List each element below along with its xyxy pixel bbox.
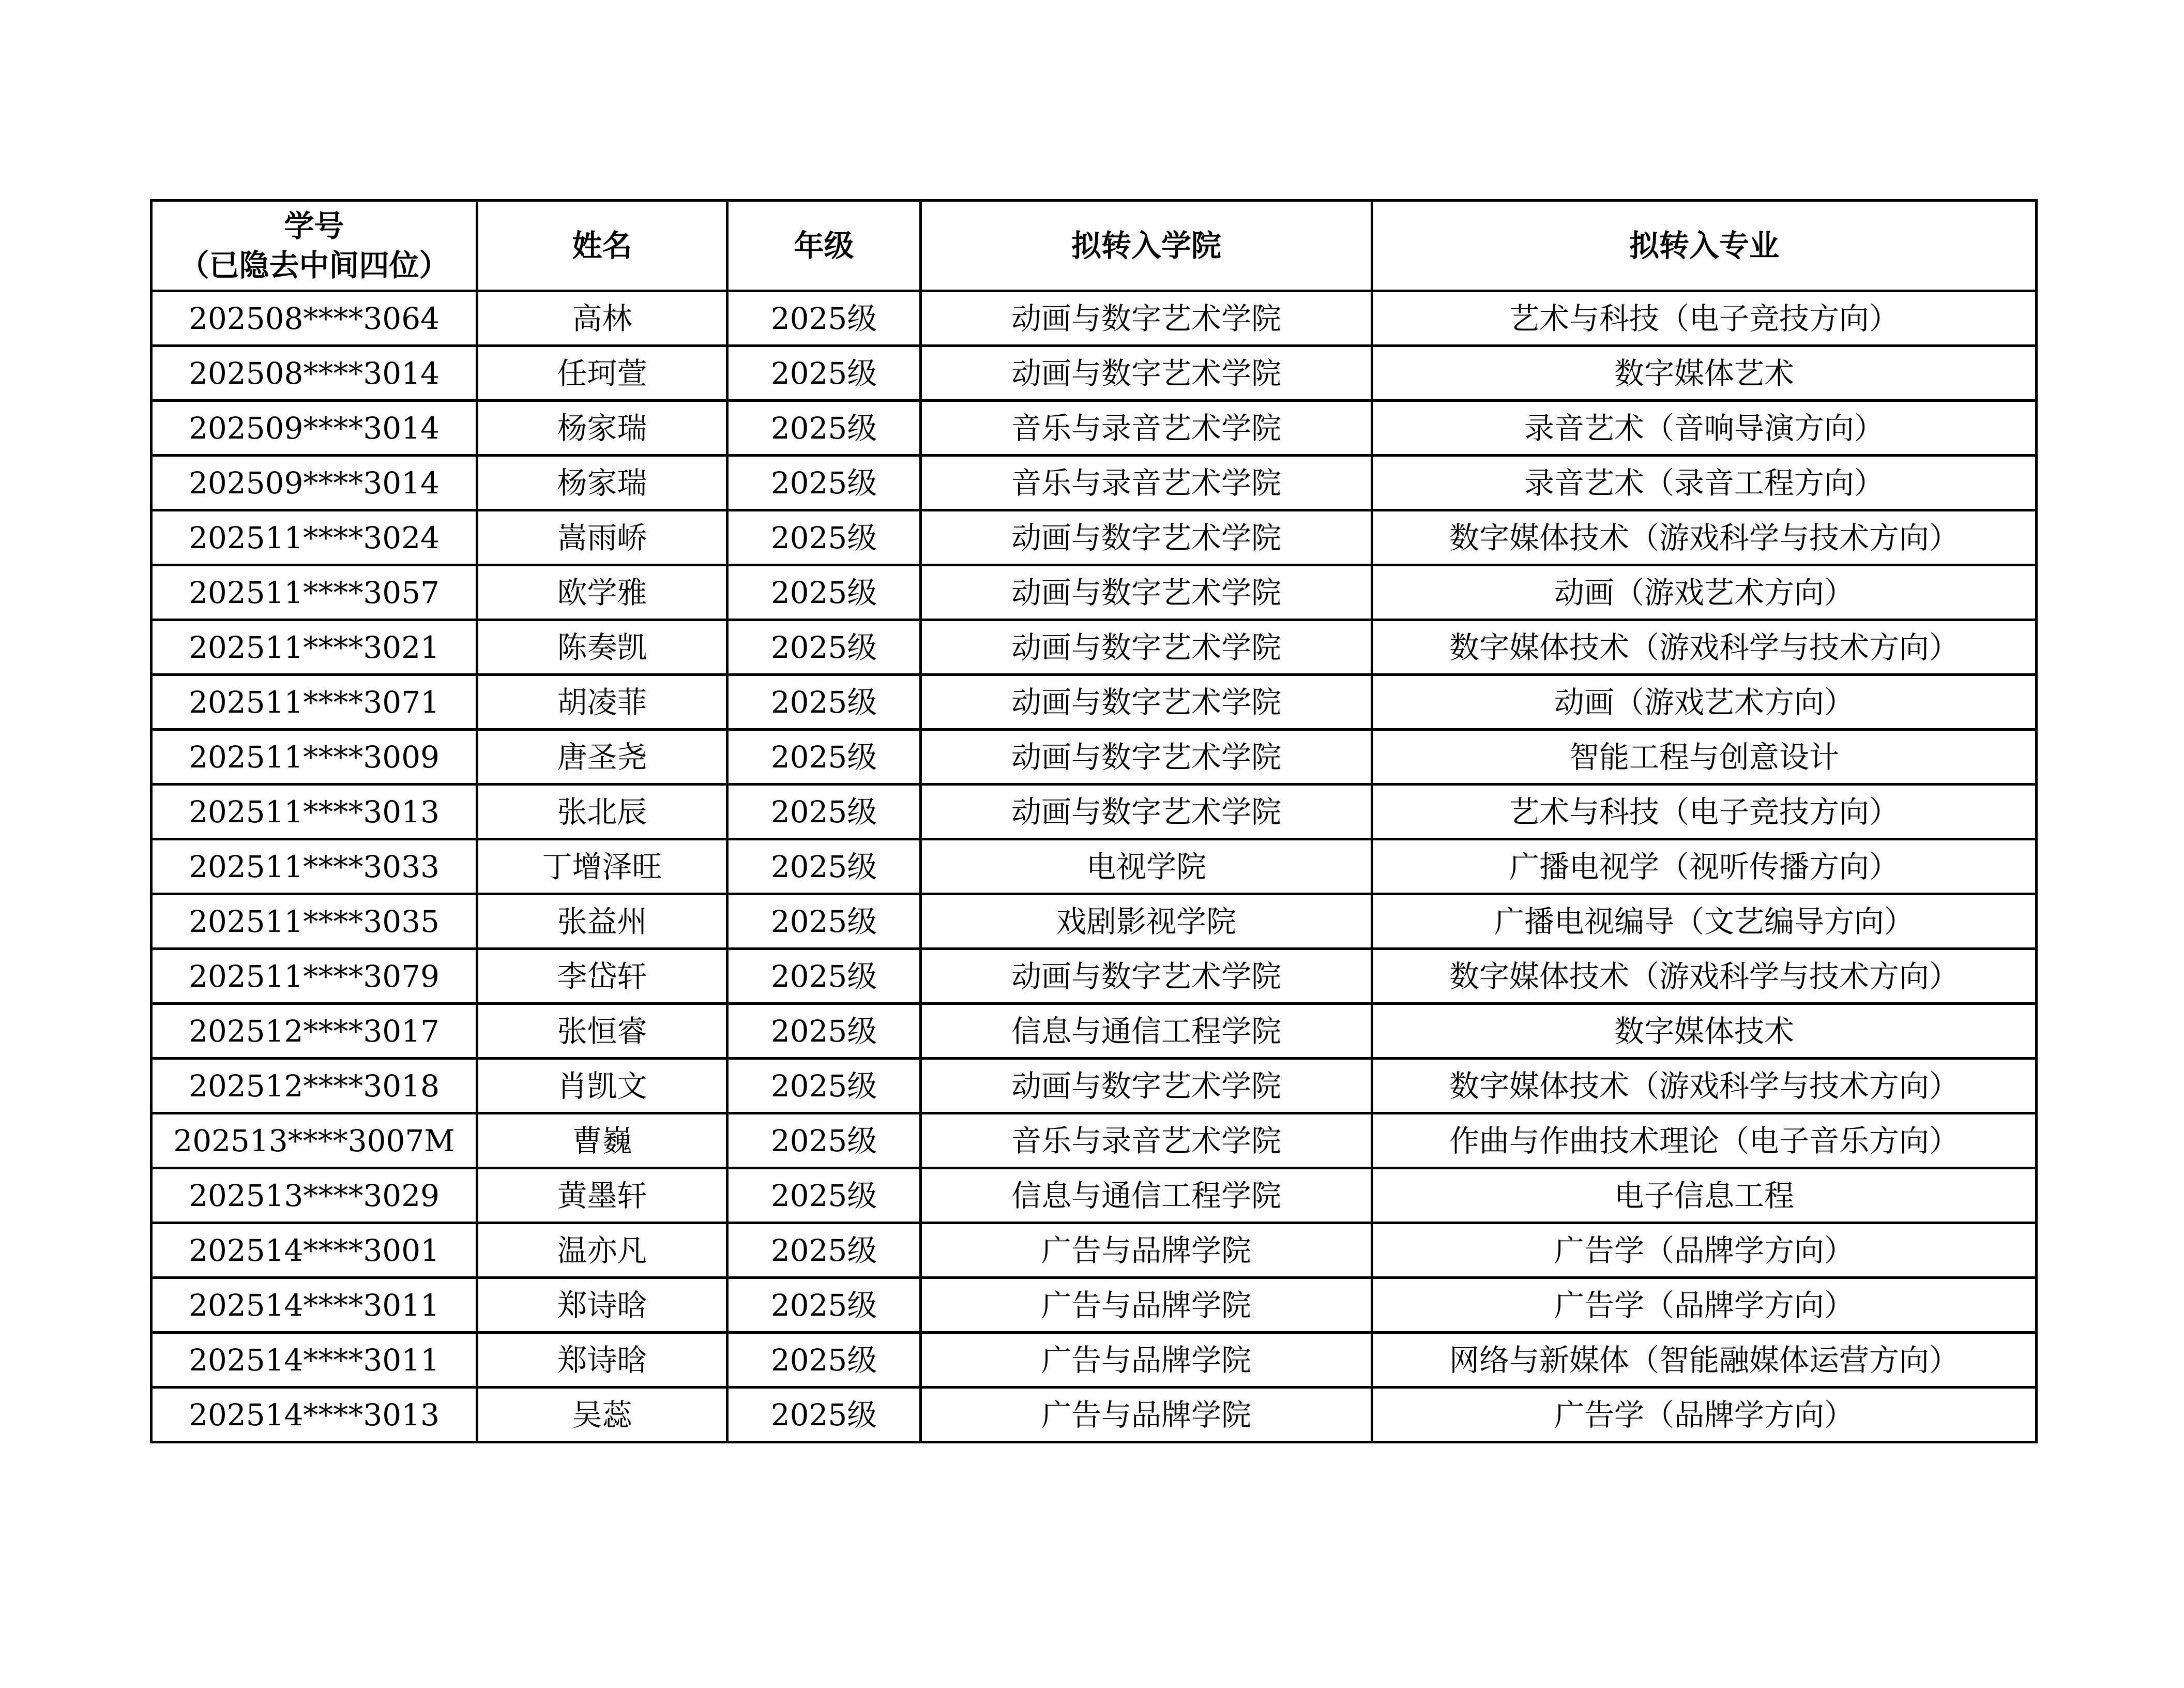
cell-name: 张益州 [477,894,727,949]
cell-target-college: 电视学院 [921,839,1372,894]
cell-student-id: 202508****3014 [151,346,477,401]
table-row [151,675,2037,730]
cell-student-id: 202511****3024 [151,510,477,565]
cell-name: 陈奏凯 [477,620,727,675]
header-student-id [151,201,477,291]
cell-name: 李岱轩 [477,949,727,1004]
cell-target-major: 广告学（品牌学方向） [1372,1223,2037,1278]
cell-student-id: 202514****3011 [151,1278,477,1333]
cell-target-college: 动画与数字艺术学院 [921,730,1372,785]
cell-grade: 2025级 [727,565,921,620]
cell-name: 杨家瑞 [477,401,727,456]
cell-name: 温亦凡 [477,1223,727,1278]
cell-target-college: 广告与品牌学院 [921,1278,1372,1333]
cell-grade: 2025级 [727,456,921,510]
cell-target-major: 动画（游戏艺术方向） [1372,565,2037,620]
cell-target-major: 录音艺术（音响导演方向） [1372,401,2037,456]
table-row [151,1113,2037,1168]
cell-name: 张恒睿 [477,1004,727,1059]
table-row [151,730,2037,785]
cell-student-id: 202511****3033 [151,839,477,894]
header-student-id-line2: （已隐去中间四位） [179,248,449,283]
table-row [151,1278,2037,1333]
cell-student-id: 202514****3001 [151,1223,477,1278]
table-row [151,785,2037,839]
table-row [151,1168,2037,1223]
cell-student-id: 202511****3079 [151,949,477,1004]
table-row [151,1333,2037,1388]
cell-grade: 2025级 [727,510,921,565]
cell-student-id: 202513****3007M [151,1113,477,1168]
table-row [151,1223,2037,1278]
cell-student-id: 202508****3064 [151,291,477,346]
cell-target-major: 数字媒体技术（游戏科学与技术方向） [1372,949,2037,1004]
cell-name: 黄墨轩 [477,1168,727,1223]
cell-target-college: 动画与数字艺术学院 [921,1059,1372,1113]
table-row [151,510,2037,565]
header-student-id-line1: 学号 [284,208,344,244]
cell-grade: 2025级 [727,1223,921,1278]
table-row [151,894,2037,949]
cell-target-major: 动画（游戏艺术方向） [1372,675,2037,730]
cell-target-college: 音乐与录音艺术学院 [921,1113,1372,1168]
header-target-major: 拟转入专业 [1372,201,2037,291]
cell-name: 郑诗晗 [477,1333,727,1388]
cell-student-id: 202511****3035 [151,894,477,949]
table-body [151,291,2037,1442]
cell-student-id: 202511****3021 [151,620,477,675]
cell-grade: 2025级 [727,675,921,730]
cell-grade: 2025级 [727,1004,921,1059]
table-row [151,456,2037,510]
cell-name: 杨家瑞 [477,456,727,510]
cell-student-id: 202511****3057 [151,565,477,620]
cell-student-id: 202514****3011 [151,1333,477,1388]
cell-target-major: 网络与新媒体（智能融媒体运营方向） [1372,1333,2037,1388]
cell-target-college: 信息与通信工程学院 [921,1168,1372,1223]
table-row [151,1059,2037,1113]
cell-grade: 2025级 [727,730,921,785]
table-row [151,839,2037,894]
cell-grade: 2025级 [727,1278,921,1333]
cell-name: 丁增泽旺 [477,839,727,894]
cell-name: 吴蕊 [477,1388,727,1442]
cell-target-major: 数字媒体技术（游戏科学与技术方向） [1372,510,2037,565]
cell-target-college: 广告与品牌学院 [921,1333,1372,1388]
cell-target-college: 动画与数字艺术学院 [921,785,1372,839]
cell-target-college: 动画与数字艺术学院 [921,510,1372,565]
cell-target-major: 广告学（品牌学方向） [1372,1388,2037,1442]
cell-target-major: 广告学（品牌学方向） [1372,1278,2037,1333]
cell-target-college: 戏剧影视学院 [921,894,1372,949]
table-row [151,1388,2037,1442]
transfer-roster-sheet [150,199,2035,1443]
cell-student-id: 202514****3013 [151,1388,477,1442]
cell-student-id: 202511****3071 [151,675,477,730]
header-target-college: 拟转入学院 [921,201,1372,291]
table-row [151,346,2037,401]
cell-grade: 2025级 [727,1333,921,1388]
table-row [151,620,2037,675]
transfer-roster-table [150,199,2038,1443]
cell-target-college: 信息与通信工程学院 [921,1004,1372,1059]
cell-grade: 2025级 [727,620,921,675]
cell-target-college: 音乐与录音艺术学院 [921,456,1372,510]
cell-name: 张北辰 [477,785,727,839]
cell-student-id: 202509****3014 [151,456,477,510]
cell-target-major: 作曲与作曲技术理论（电子音乐方向） [1372,1113,2037,1168]
cell-student-id: 202512****3017 [151,1004,477,1059]
cell-name: 唐圣尧 [477,730,727,785]
cell-target-major: 数字媒体技术 [1372,1004,2037,1059]
table-row [151,401,2037,456]
cell-target-major: 录音艺术（录音工程方向） [1372,456,2037,510]
table-row [151,565,2037,620]
header-grade: 年级 [727,201,921,291]
cell-target-college: 动画与数字艺术学院 [921,949,1372,1004]
cell-grade: 2025级 [727,1113,921,1168]
table-row [151,291,2037,346]
cell-grade: 2025级 [727,785,921,839]
cell-grade: 2025级 [727,949,921,1004]
table-row [151,1004,2037,1059]
header-row [151,201,2037,291]
cell-name: 嵩雨峤 [477,510,727,565]
cell-target-major: 电子信息工程 [1372,1168,2037,1223]
cell-target-college: 动画与数字艺术学院 [921,346,1372,401]
cell-grade: 2025级 [727,839,921,894]
cell-name: 曹巍 [477,1113,727,1168]
cell-target-college: 动画与数字艺术学院 [921,675,1372,730]
cell-grade: 2025级 [727,1168,921,1223]
cell-target-major: 智能工程与创意设计 [1372,730,2037,785]
cell-target-college: 广告与品牌学院 [921,1388,1372,1442]
cell-name: 高林 [477,291,727,346]
cell-name: 郑诗晗 [477,1278,727,1333]
cell-target-major: 数字媒体技术（游戏科学与技术方向） [1372,1059,2037,1113]
cell-name: 欧学雅 [477,565,727,620]
cell-target-college: 音乐与录音艺术学院 [921,401,1372,456]
cell-target-major: 数字媒体艺术 [1372,346,2037,401]
table-row [151,949,2037,1004]
cell-grade: 2025级 [727,1388,921,1442]
cell-target-major: 广播电视学（视听传播方向） [1372,839,2037,894]
cell-student-id: 202511****3009 [151,730,477,785]
cell-grade: 2025级 [727,401,921,456]
cell-grade: 2025级 [727,346,921,401]
cell-target-major: 广播电视编导（文艺编导方向） [1372,894,2037,949]
cell-target-college: 动画与数字艺术学院 [921,291,1372,346]
cell-name: 肖凯文 [477,1059,727,1113]
cell-student-id: 202513****3029 [151,1168,477,1223]
cell-student-id: 202512****3018 [151,1059,477,1113]
cell-grade: 2025级 [727,291,921,346]
cell-grade: 2025级 [727,1059,921,1113]
cell-target-major: 艺术与科技（电子竞技方向） [1372,291,2037,346]
cell-name: 胡凌菲 [477,675,727,730]
cell-target-college: 动画与数字艺术学院 [921,620,1372,675]
cell-target-college: 广告与品牌学院 [921,1223,1372,1278]
header-name: 姓名 [477,201,727,291]
cell-student-id: 202509****3014 [151,401,477,456]
cell-target-college: 动画与数字艺术学院 [921,565,1372,620]
cell-target-major: 数字媒体技术（游戏科学与技术方向） [1372,620,2037,675]
cell-student-id: 202511****3013 [151,785,477,839]
cell-target-major: 艺术与科技（电子竞技方向） [1372,785,2037,839]
cell-name: 任珂萱 [477,346,727,401]
cell-grade: 2025级 [727,894,921,949]
table-header [151,201,2037,291]
